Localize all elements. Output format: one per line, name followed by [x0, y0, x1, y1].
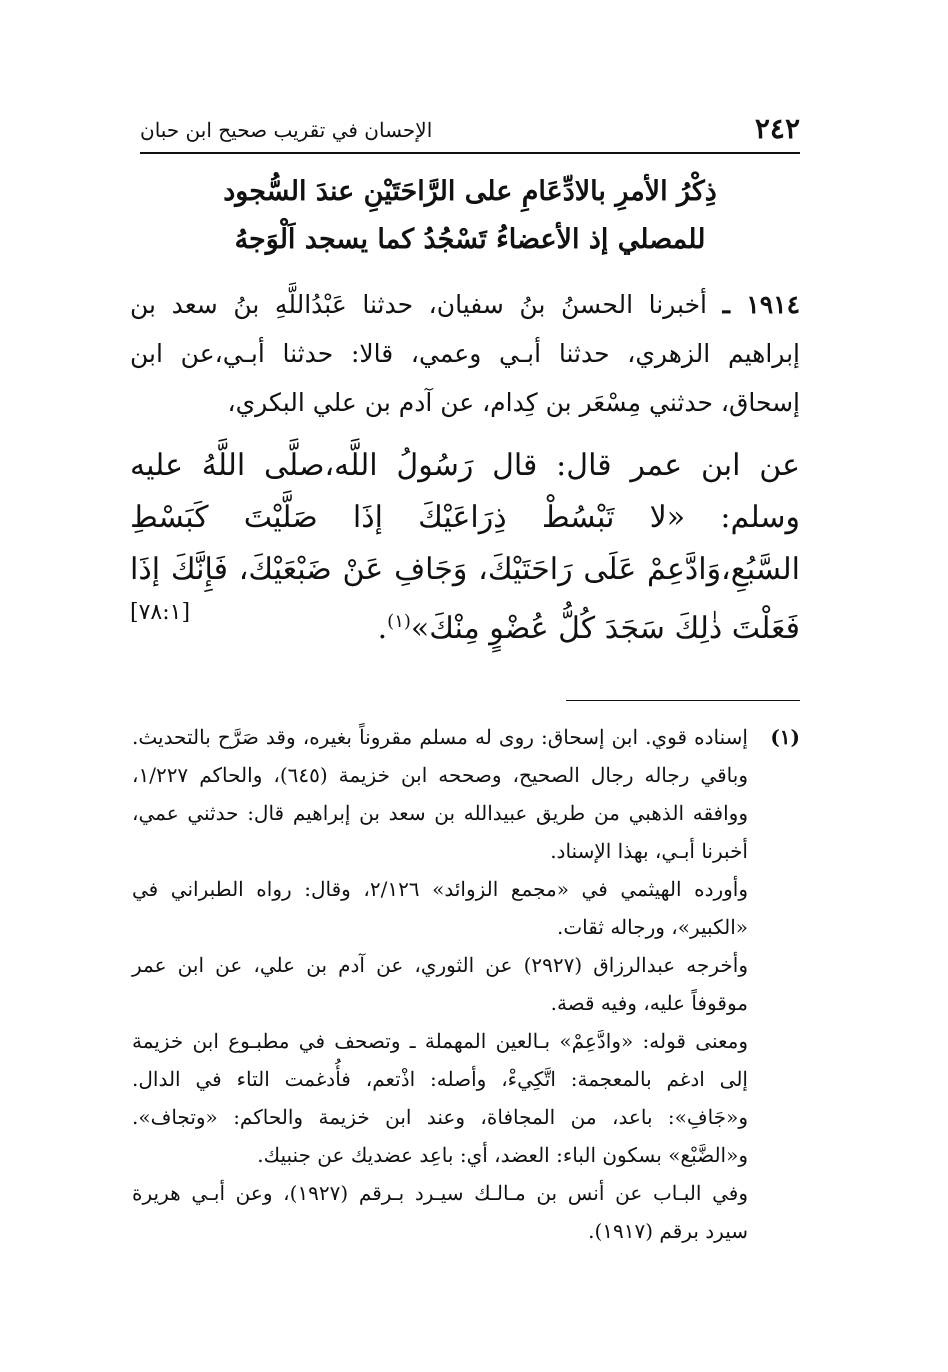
footnote-marker: (١) — [770, 725, 800, 749]
footnote-paragraph-3: وأخرجه عبدالرزاق (٢٩٢٧) عن الثوري، عن آدم بن علي، عن ابن عمر موقوفاً عليه، وفيه قصة. — [132, 953, 748, 1015]
footnote-paragraph-2: وأورده الهيثمي في «مجمع الزوائد» ٢/١٢٦، وقال: رواه الطبراني في «الكبير»، ورجاله ثقات. — [132, 877, 749, 939]
running-title: الإحسان في تقريب صحيح ابن حبان — [140, 118, 433, 142]
page-header — [140, 110, 800, 150]
footnote-paragraph-5: وفي البـاب عن أنس بن مـالـك سيـرد بـرقم (١٩٢٧)، وعن أبـي هريرة سيرد برقم (١٩١٧). — [132, 1181, 748, 1243]
matn-text: عن ابن عمر قال: قال رَسُولُ اللَّه،صلَّى اللَّهُ عليه وسلم: «لا تَبْسُطْ ذِرَاعَيْكَ إذَا صَلَّيْتَ كَبَسْطِ السَّبُعِ،وَادَّعِمْ عَلَى رَاحَتَيْكَ، وَجَافِ عَنْ ضَبْعَيْكَ، فَإِنَّكَ إذَا فَعَلْتَ ذٰلِكَ سَجَدَ كُلُّ عُضْوٍ مِنْكَ» — [130, 448, 800, 646]
footnote-reference: (١) — [387, 611, 411, 632]
chapter-title-line-1: ذِكْرُ الأمرِ بالادِّعَامِ على الرَّاحَتَيْنِ عندَ السُّجود — [223, 176, 717, 207]
page-number: ٢٤٢ — [754, 112, 800, 145]
footnote-separator — [566, 700, 800, 701]
footnotes — [132, 718, 800, 1250]
isnad-text: أخبرنا الحسنُ بنُ سفيان، حدثنا عَبْدُاللَّهِ بنُ سعد بن إبراهيم الزهري، حدثنا أبـي وعمي، قالا: حدثنا أبـي،عن ابن إسحاق، حدثني مِسْعَر بن كِدام، عن آدم بن علي البكري، — [130, 290, 800, 417]
chapter-title-line-2: للمصلي إذ الأعضاءُ تَسْجُدُ كما يسجد اَلْوَجهُ — [234, 224, 706, 255]
footnote-1 — [132, 718, 800, 870]
footnote-paragraph-4: ومعنى قوله: «وادَّعِمْ» بـالعين المهملة ـ وتصحف في مطبـوع ابن خزيمة إلى ادغم بالمعجمة: اتَّكِيءْ، وأصله: اذْتعم، فأُدغمت التاء في الدال. و«جَافِ»: باعد، من المجافاة، وعند ابن خزيمة والحاكم: «وتجاف». و«الضَّبْع» بسكون الباء: العضد، أي: باعِد عضديك عن جنبيك. — [132, 1029, 748, 1167]
header-rule — [140, 152, 800, 154]
hadith-reference-tag: [٧٨:١] — [130, 600, 191, 625]
hadith-matn: عن ابن عمر قال: قال رَسُولُ اللَّه،صلَّى اللَّهُ عليه وسلم: «لا تَبْسُطْ ذِرَاعَيْكَ إذَا صَلَّيْتَ كَبَسْطِ السَّبُعِ،وَادَّعِمْ عَلَى رَاحَتَيْكَ، وَجَافِ عَنْ ضَبْعَيْكَ، فَإِنَّكَ إذَا فَعَلْتَ ذٰلِكَ سَجَدَ كُلُّ عُضْوٍ مِنْكَ»$^{(١)}$. — [130, 448, 800, 646]
footnote-paragraph-1: إسناده قوي. ابن إسحاق: روى له مسلم مقروناً بغيره، وقد صَرَّح بالتحديث. وباقي رجاله رجال الصحيح، وصححه ابن خزيمة (٦٤٥)، والحاكم ١/٢٢٧، ووافقه الذهبي من طريق عبيدالله بن سعد بن إبراهيم قال: حدثني عمي، أخبرنا أبـي، بهذا الإسناد. — [132, 725, 748, 863]
hadith-isnad — [130, 280, 800, 430]
hadith-number: ١٩١٤ ـ — [722, 290, 800, 319]
